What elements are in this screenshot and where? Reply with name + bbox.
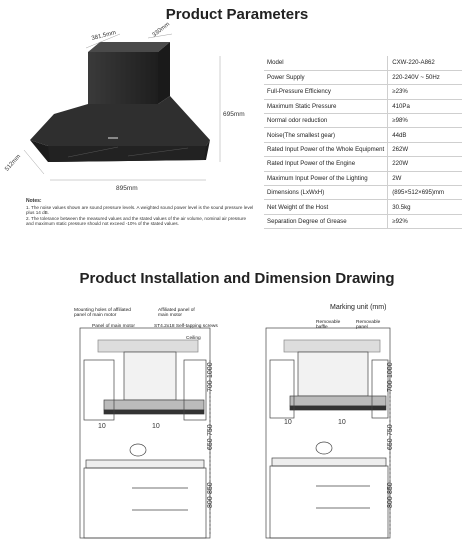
param-label: Power Supply xyxy=(264,70,388,84)
param-label: Maximum Input Power of the Lighting xyxy=(264,171,388,185)
dim-right-lower: 800-850 xyxy=(387,482,394,508)
param-value: (895×512×695)mm xyxy=(388,186,462,200)
param-label: Rated Input Power of the Whole Equipment xyxy=(264,142,388,156)
label-screws: ST4.2x18 Self-tapping screws xyxy=(154,324,218,329)
param-row xyxy=(264,99,462,113)
param-value: 30.5kg xyxy=(388,200,462,214)
installation-drawing-right xyxy=(250,300,420,540)
param-row xyxy=(264,214,462,228)
page-title-parameters: Product Parameters xyxy=(165,6,309,23)
param-value: 410Pa xyxy=(388,99,462,113)
dim-left-upper: 700-1000 xyxy=(207,362,214,392)
param-label: Net Weight of the Host xyxy=(264,200,388,214)
param-value: 44dB xyxy=(388,128,462,142)
param-row xyxy=(264,142,462,156)
marking-unit-label: Marking unit (mm) xyxy=(330,304,387,311)
dim-depth: 512mm xyxy=(4,153,23,173)
dim-width: 895mm xyxy=(116,185,138,192)
param-label: Maximum Static Pressure xyxy=(264,99,388,113)
page-title-installation: Product Installation and Dimension Drawing xyxy=(79,270,395,287)
param-label: Dimensions (LxWxH) xyxy=(264,186,388,200)
param-value: ≥92% xyxy=(388,214,462,228)
dim-left-gap-b: 10 xyxy=(152,423,160,430)
dim-chimney-width: 381.5mm xyxy=(91,30,117,42)
param-label: Separation Degree of Grease xyxy=(264,214,388,228)
param-row xyxy=(264,186,462,200)
parameters-table xyxy=(264,56,462,229)
dim-right-gap-b: 10 xyxy=(338,419,346,426)
dim-left-lower: 800-850 xyxy=(207,482,214,508)
label-panel-main-motor: Panel of main motor xyxy=(92,324,135,329)
note-1: 1. The noise values shown are sound pressure levels. A weighted sound power level is the sound pressure level plus 14 dB. xyxy=(26,204,254,216)
param-label: Noise(The smallest gear) xyxy=(264,128,388,142)
param-row xyxy=(264,171,462,185)
dim-left-middle: 650-750 xyxy=(207,424,214,450)
param-value: 2W xyxy=(388,171,462,185)
notes-block xyxy=(26,198,254,227)
param-label: Normal odor reduction xyxy=(264,114,388,128)
label-ceiling: Ceiling xyxy=(186,336,201,341)
dim-right-upper: 700-1000 xyxy=(387,362,394,392)
installation-drawing-left xyxy=(60,300,240,540)
param-value: 220-240V ~ 50Hz xyxy=(388,70,462,84)
dim-left-gap-a: 10 xyxy=(98,423,106,430)
param-row xyxy=(264,128,462,142)
dim-height: 695mm xyxy=(223,111,245,118)
param-value: ≥98% xyxy=(388,114,462,128)
param-row xyxy=(264,85,462,99)
label-affiliated-panel: Affiliated panel of main motor xyxy=(158,308,195,318)
notes-heading: Notes: xyxy=(26,198,42,204)
dim-right-gap-a: 10 xyxy=(284,419,292,426)
label-mounting-holes: Mounting holes of affiliated panel of main motor xyxy=(74,308,131,318)
param-row xyxy=(264,157,462,171)
param-value: 262W xyxy=(388,142,462,156)
param-label: Full-Pressure Efficiency xyxy=(264,85,388,99)
dim-chimney-depth: 330mm xyxy=(151,21,172,39)
note-2: 2. The tolerance between the measured values and the stated values of the air volume, nominal air pressure and maximum static pressure should not exceed -10% of the stated values. xyxy=(26,215,247,227)
param-row xyxy=(264,114,462,128)
param-row xyxy=(264,70,462,84)
param-value: ≥23% xyxy=(388,85,462,99)
range-hood-illustration xyxy=(4,21,254,202)
param-label: Rated Input Power of the Engine xyxy=(264,157,388,171)
label-removable-panel: Removable panel xyxy=(356,320,381,330)
dim-right-middle: 650-750 xyxy=(387,424,394,450)
param-value: CXW-220-A862 xyxy=(388,56,462,70)
param-row xyxy=(264,200,462,214)
param-row xyxy=(264,56,462,70)
label-removable-baffle: Removable baffle xyxy=(316,320,341,330)
param-value: 220W xyxy=(388,157,462,171)
param-label: Model xyxy=(264,56,388,70)
